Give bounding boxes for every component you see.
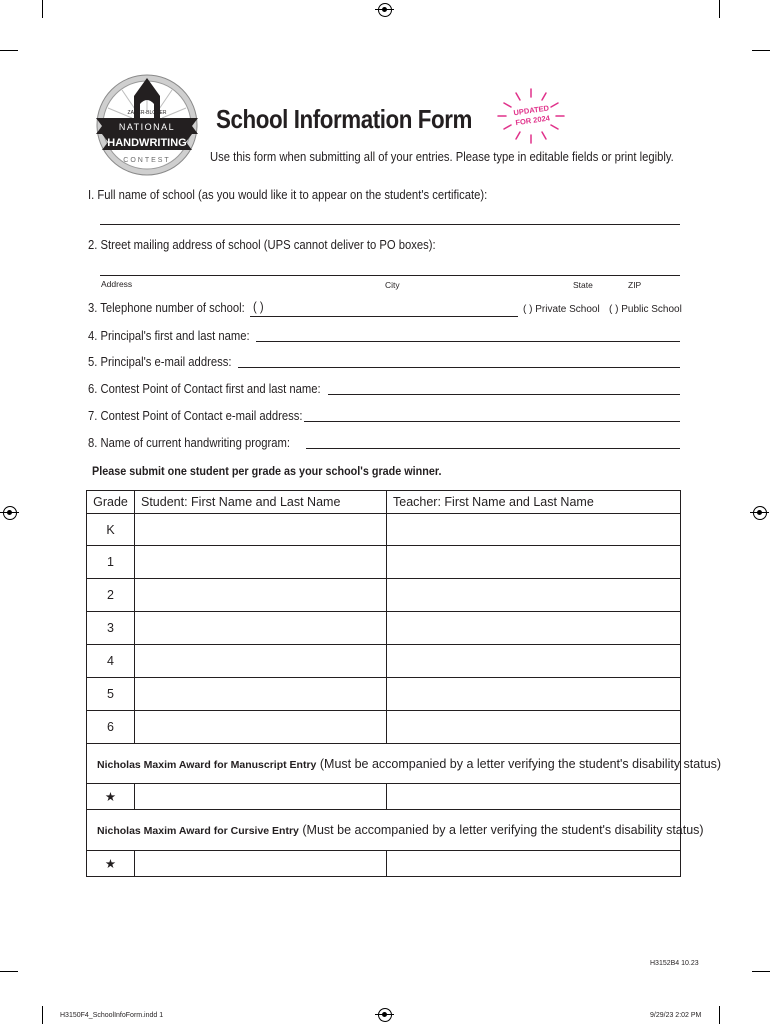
crop-mark	[0, 971, 18, 972]
teacher-name-cell[interactable]	[387, 612, 681, 645]
question-handwriting-program: 8. Name of current handwriting program:	[88, 436, 290, 450]
teacher-name-cell[interactable]	[387, 678, 681, 711]
grade-cell: 6	[87, 711, 135, 744]
grade-cell: 5	[87, 678, 135, 711]
question-street-address: 2. Street mailing address of school (UPS cannot deliver to PO boxes):	[88, 238, 436, 252]
grade-cell: 3	[87, 612, 135, 645]
registration-mark-icon	[378, 1008, 392, 1022]
question-principal-email: 5. Principal's e-mail address:	[88, 355, 232, 369]
student-column-header: Student: First Name and Last Name	[135, 491, 387, 514]
question-contact-name: 6. Contest Point of Contact first and last name:	[88, 382, 321, 396]
crop-mark	[42, 0, 43, 18]
question-principal-name: 4. Principal's first and last name:	[88, 329, 250, 343]
logo-line2: HANDWRITING	[107, 137, 187, 149]
teacher-name-cell[interactable]	[387, 784, 681, 810]
crop-mark	[752, 971, 770, 972]
table-row	[87, 851, 681, 877]
grade-cell: 2	[87, 579, 135, 612]
student-name-cell[interactable]	[135, 711, 387, 744]
table-row	[87, 784, 681, 810]
question-school-name: I. Full name of school (as you would like it to appear on the student's certificate):	[88, 188, 488, 202]
principal-name-field[interactable]	[256, 341, 680, 342]
logo-top-text: ZANER-BLOSER	[127, 110, 167, 116]
crop-mark	[0, 50, 18, 51]
form-code: H3152B4 10.23	[650, 960, 699, 967]
crop-mark	[42, 1006, 43, 1024]
address-label: Address	[101, 279, 133, 289]
teacher-name-cell[interactable]	[387, 851, 681, 877]
table-row	[87, 514, 681, 546]
city-label: City	[385, 280, 400, 290]
crop-mark	[719, 1006, 720, 1024]
badge-line1: UPDATED	[512, 103, 550, 118]
teacher-name-cell[interactable]	[387, 546, 681, 579]
table-row	[87, 711, 681, 744]
star-icon: ★	[87, 784, 135, 810]
student-name-cell[interactable]	[135, 678, 387, 711]
telephone-field[interactable]	[250, 316, 518, 317]
cursive-award-title: Nicholas Maxim Award for Cursive Entry	[97, 825, 299, 837]
grade-cell: 1	[87, 546, 135, 579]
cursive-award-note: (Must be accompanied by a letter verifying the student's disability status)	[302, 823, 704, 837]
manuscript-award-title: Nicholas Maxim Award for Manuscript Entry	[97, 758, 317, 771]
crop-mark	[719, 0, 720, 18]
student-name-cell[interactable]	[135, 546, 387, 579]
star-icon: ★	[87, 851, 135, 877]
contact-email-field[interactable]	[304, 421, 680, 422]
student-name-cell[interactable]	[135, 784, 387, 810]
zip-label: ZIP	[628, 280, 642, 290]
manuscript-award-row	[87, 744, 722, 784]
student-name-cell[interactable]	[135, 851, 387, 877]
grade-cell: 4	[87, 645, 135, 678]
form-instructions: Use this form when submitting all of your entries. Please type in editable fields or print legibly.	[210, 150, 674, 164]
badge-line2: FOR 2024	[514, 113, 551, 128]
grade-winner-instruction: Please submit one student per grade as your school's grade winner.	[92, 464, 442, 478]
table-row	[87, 579, 681, 612]
page-title: School Information Form	[216, 104, 472, 134]
principal-email-field[interactable]	[238, 367, 680, 368]
public-school-option[interactable]: ( ) Public School	[609, 304, 682, 315]
registration-mark-icon	[3, 506, 17, 520]
address-field[interactable]	[100, 275, 680, 276]
logo-line1: NATIONAL	[118, 122, 176, 132]
contest-logo	[92, 70, 202, 180]
grade-winners-table	[86, 490, 722, 877]
private-school-option[interactable]: ( ) Private School	[523, 304, 600, 315]
grade-cell: K	[87, 514, 135, 546]
student-name-cell[interactable]	[135, 612, 387, 645]
teacher-name-cell[interactable]	[387, 514, 681, 546]
state-label: State	[573, 280, 593, 290]
updated-badge	[494, 85, 568, 147]
student-name-cell[interactable]	[135, 579, 387, 612]
crop-mark	[752, 50, 770, 51]
manuscript-award-note: (Must be accompanied by a letter verifying the student's disability status)	[319, 756, 722, 771]
school-name-field[interactable]	[100, 224, 680, 225]
question-telephone: 3. Telephone number of school:	[88, 301, 245, 315]
file-slug: H3150F4_SchoolInfoForm.indd 1	[60, 1012, 164, 1019]
registration-mark-icon	[378, 3, 392, 17]
handwriting-program-field[interactable]	[306, 448, 680, 449]
teacher-name-cell[interactable]	[387, 645, 681, 678]
cursive-award-row	[87, 810, 704, 851]
grade-column-header: Grade	[87, 491, 135, 514]
registration-mark-icon	[753, 506, 767, 520]
teacher-name-cell[interactable]	[387, 579, 681, 612]
teacher-name-cell[interactable]	[387, 711, 681, 744]
teacher-column-header: Teacher: First Name and Last Name	[387, 491, 681, 514]
table-row	[87, 612, 681, 645]
question-contact-email: 7. Contest Point of Contact e-mail address:	[88, 409, 303, 423]
student-name-cell[interactable]	[135, 645, 387, 678]
phone-area-code-parens: ( )	[253, 300, 264, 314]
print-date: 9/29/23 2:02 PM	[650, 1012, 702, 1019]
logo-bottom-text: CONTEST	[123, 157, 171, 164]
contact-name-field[interactable]	[328, 394, 680, 395]
student-name-cell[interactable]	[135, 514, 387, 546]
table-row	[87, 546, 681, 579]
table-row	[87, 678, 681, 711]
table-row	[87, 645, 681, 678]
